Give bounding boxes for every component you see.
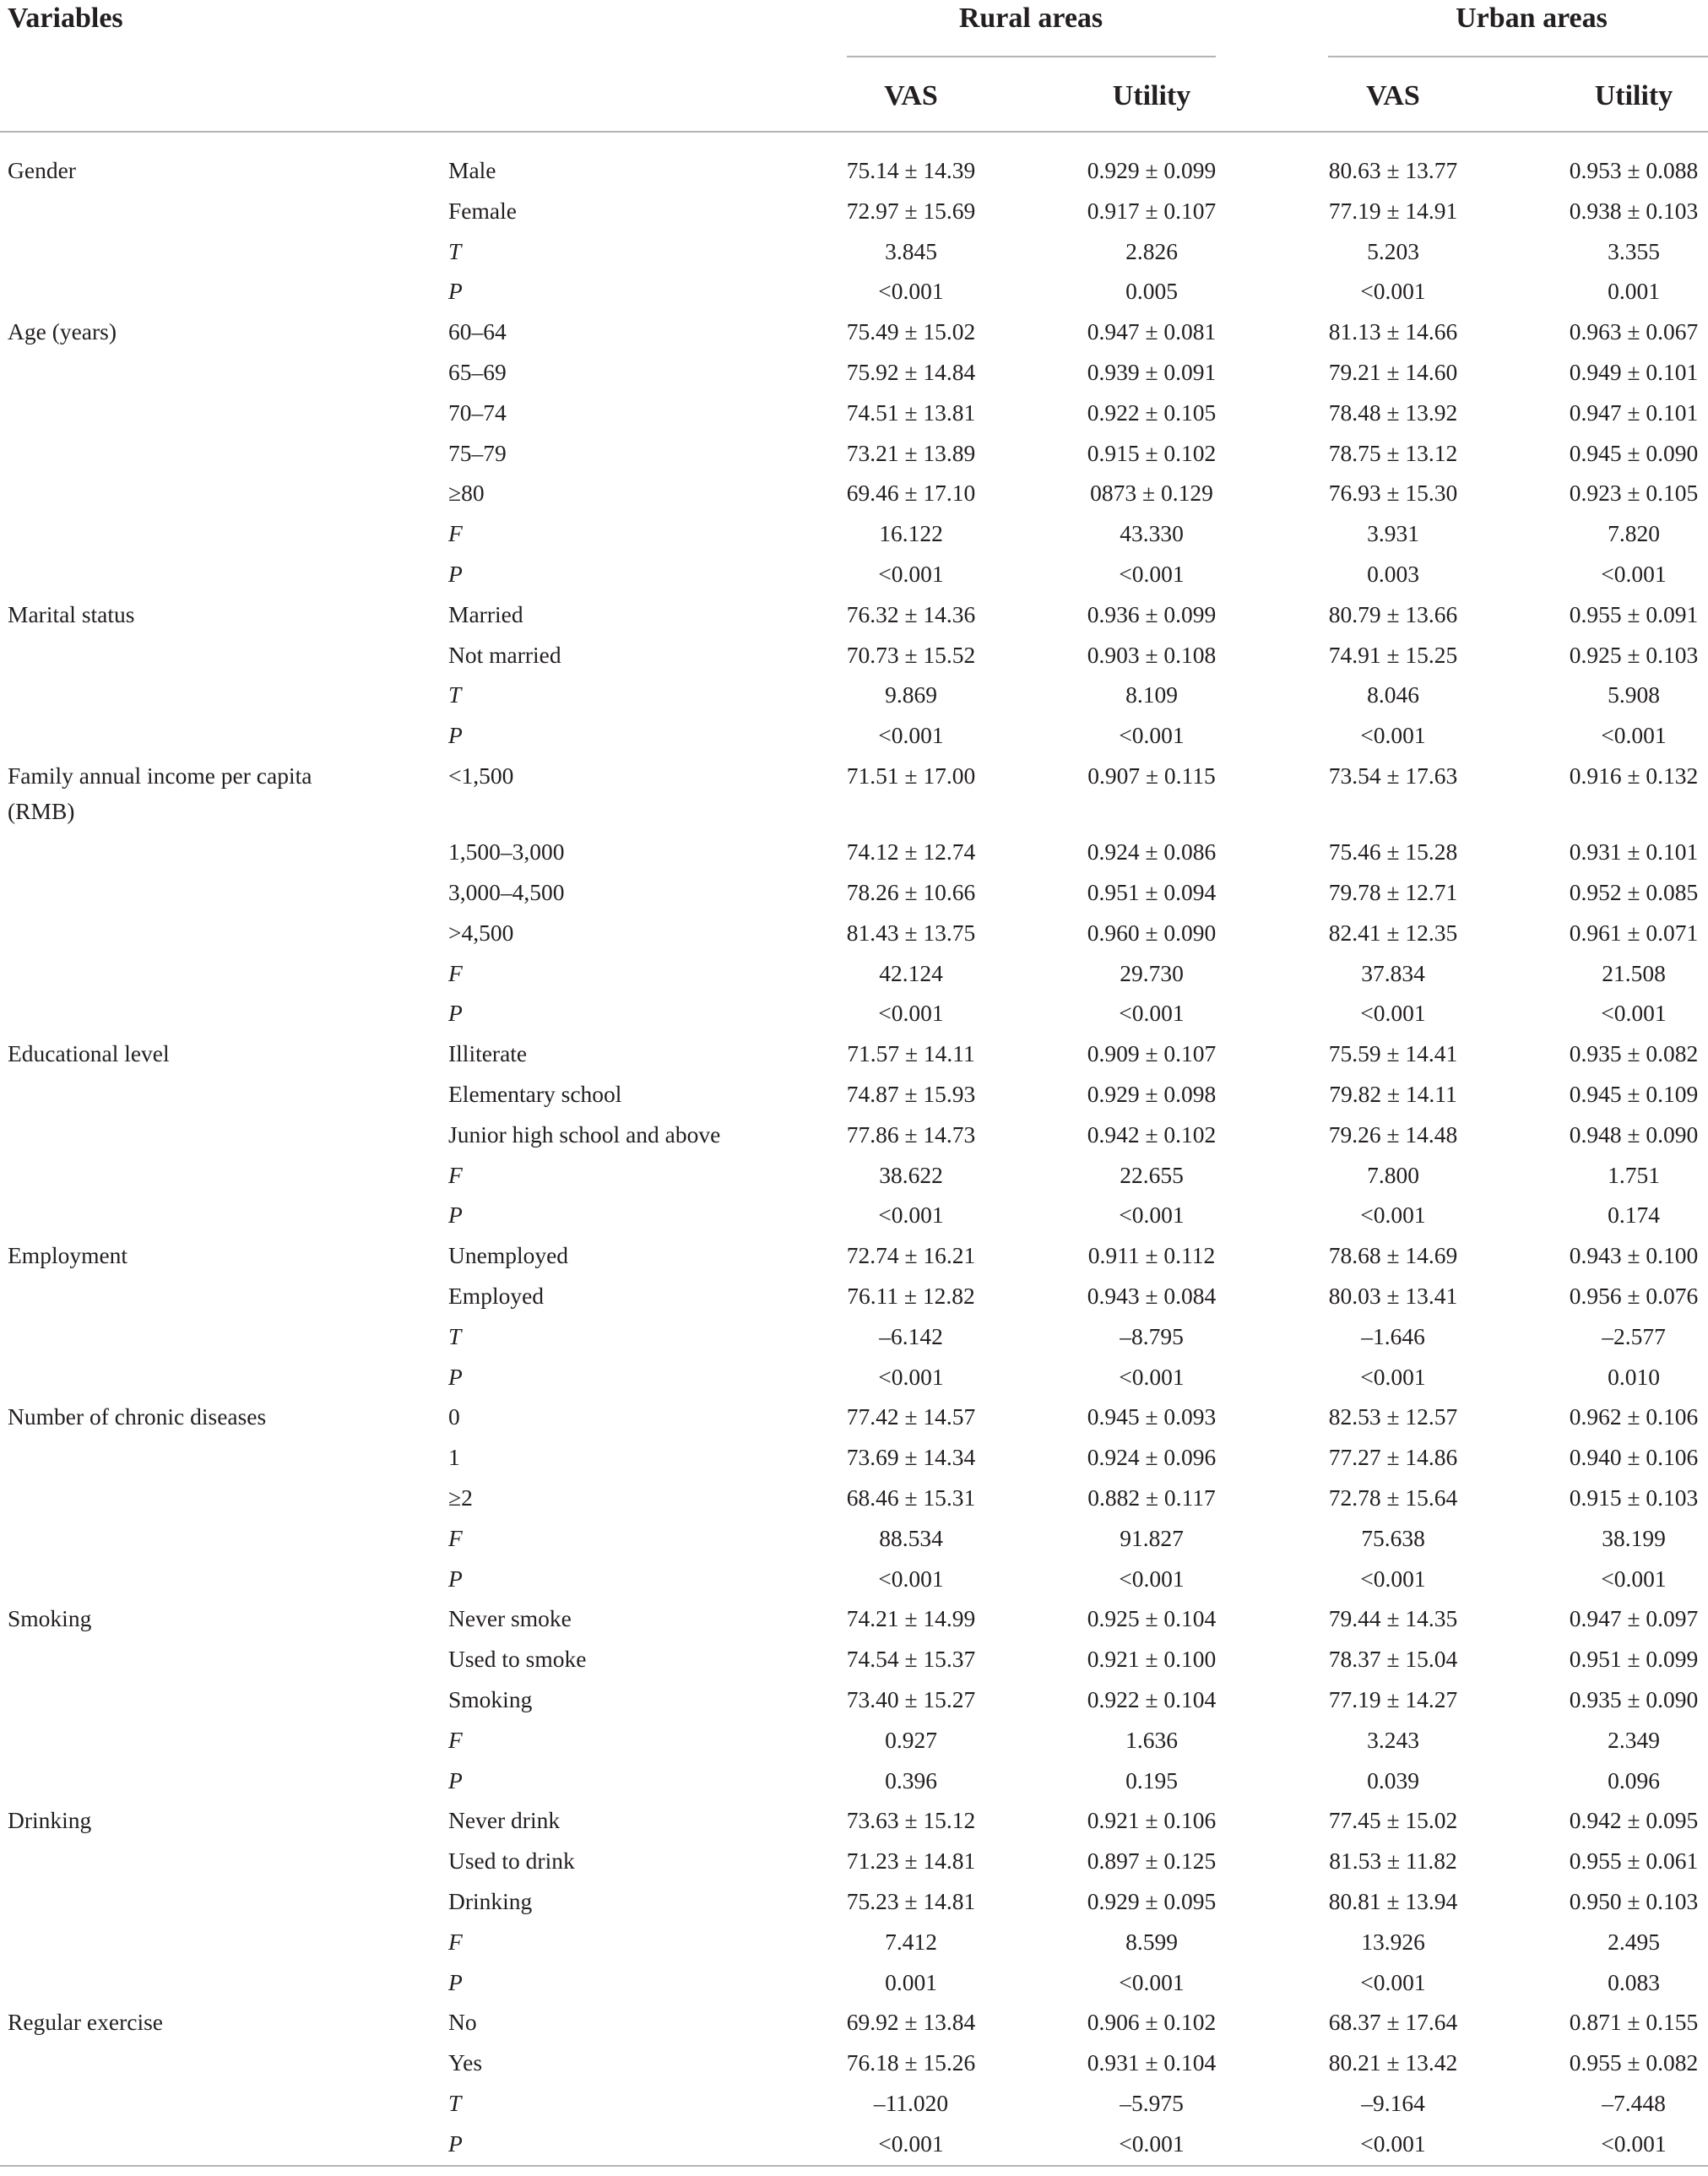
subgroup-label: Junior high school and above [448,1121,721,1148]
subgroup-label: Used to drink [448,1848,575,1875]
variable-label: Smoking [8,1605,92,1632]
rural-group-rule [847,56,1216,57]
rural-utility-cell: <0.001 [1119,1968,1185,1995]
rural-vas-cell: 38.622 [879,1161,943,1188]
header-rural-utility: Utility [1112,80,1191,111]
urban-vas-cell: 0.039 [1367,1766,1419,1793]
rural-utility-cell: 2.826 [1125,237,1178,264]
subgroup-label: F [448,1928,463,1955]
rural-vas-cell: 74.54 ± 15.37 [846,1646,976,1673]
subgroup-label: Not married [448,641,561,668]
rural-vas-cell: 73.69 ± 14.34 [846,1444,976,1471]
urban-vas-cell: <0.001 [1360,1968,1426,1995]
subgroup-label: P [448,1363,463,1390]
rural-vas-cell: <0.001 [878,722,944,749]
header-urban-vas: VAS [1366,80,1420,111]
rural-utility-cell: 0.907 ± 0.115 [1087,762,1216,789]
urban-vas-cell: 75.59 ± 14.41 [1328,1040,1458,1067]
urban-utility-cell: 0.942 ± 0.095 [1569,1807,1699,1834]
rural-utility-cell: 0.943 ± 0.084 [1087,1283,1217,1309]
subgroup-label: P [448,1000,463,1027]
urban-vas-cell: <0.001 [1360,1565,1426,1592]
urban-vas-cell: 77.45 ± 15.02 [1328,1807,1458,1834]
subgroup-label: Drinking [448,1888,533,1914]
rural-utility-cell: 0.929 ± 0.099 [1087,157,1217,183]
rural-vas-cell: 68.46 ± 15.31 [846,1484,976,1511]
subgroup-label: P [448,2130,463,2157]
rural-utility-cell: <0.001 [1119,722,1185,749]
rural-vas-cell: 71.51 ± 17.00 [846,762,976,789]
urban-utility-cell: 0.871 ± 0.155 [1569,2009,1699,2036]
urban-utility-cell: 21.508 [1602,959,1666,986]
rural-utility-cell: 0.929 ± 0.098 [1087,1081,1217,1107]
rural-vas-cell: 75.49 ± 15.02 [846,318,976,345]
subgroup-label: P [448,1968,463,1995]
urban-utility-cell: 0.943 ± 0.100 [1569,1242,1699,1269]
urban-group-rule [1328,56,1708,57]
subgroup-label: P [448,561,463,587]
subgroup-label: Male [448,157,496,183]
urban-utility-cell: 0.961 ± 0.071 [1569,919,1699,946]
subgroup-label: 1 [448,1444,460,1471]
rural-vas-cell: <0.001 [878,1363,944,1390]
subgroup-label: 75–79 [448,439,507,466]
urban-vas-cell: 80.81 ± 13.94 [1328,1888,1458,1914]
rural-utility-cell: 43.330 [1120,520,1184,547]
urban-vas-cell: <0.001 [1360,722,1426,749]
urban-vas-cell: 73.54 ± 17.63 [1328,762,1458,789]
rural-vas-cell: –6.142 [879,1322,943,1349]
urban-vas-cell: 79.44 ± 14.35 [1328,1605,1458,1632]
urban-vas-cell: 78.37 ± 15.04 [1328,1646,1458,1673]
urban-vas-cell: 80.63 ± 13.77 [1328,157,1458,183]
rural-utility-cell: 0.947 ± 0.081 [1087,318,1217,345]
rural-utility-cell: 29.730 [1120,959,1184,986]
variable-label: Drinking [8,1807,92,1834]
rural-vas-cell: 70.73 ± 15.52 [846,641,976,668]
rural-vas-cell: 76.32 ± 14.36 [846,600,976,627]
rural-vas-cell: 0.927 [885,1726,937,1753]
urban-vas-cell: <0.001 [1360,1000,1426,1027]
rural-vas-cell: 88.534 [879,1524,943,1551]
rural-vas-cell: <0.001 [878,1202,944,1229]
rural-vas-cell: 74.51 ± 13.81 [846,399,976,426]
subgroup-label: P [448,722,463,749]
urban-utility-cell: 0.083 [1608,1968,1660,1995]
urban-vas-cell: 81.13 ± 14.66 [1328,318,1458,345]
rural-utility-cell: <0.001 [1119,1363,1185,1390]
urban-vas-cell: 76.93 ± 15.30 [1328,480,1458,507]
urban-vas-cell: 7.800 [1367,1161,1419,1188]
urban-vas-cell: <0.001 [1360,278,1426,305]
urban-utility-cell: 7.820 [1608,520,1660,547]
rural-utility-cell: 0.917 ± 0.107 [1087,197,1217,224]
subgroup-label: Unemployed [448,1242,569,1269]
urban-vas-cell: 5.203 [1367,237,1419,264]
rural-utility-cell: 0.960 ± 0.090 [1087,919,1217,946]
urban-vas-cell: 72.78 ± 15.64 [1328,1484,1458,1511]
urban-utility-cell: 0.925 ± 0.103 [1569,641,1699,668]
urban-vas-cell: 13.926 [1361,1928,1425,1955]
urban-utility-cell: <0.001 [1601,561,1667,587]
urban-utility-cell: <0.001 [1601,1000,1667,1027]
subgroup-label: 1,500–3,000 [448,838,565,866]
subgroup-label: ≥2 [448,1484,473,1511]
urban-vas-cell: 0.003 [1367,561,1419,587]
subgroup-label: Elementary school [448,1081,622,1107]
urban-utility-cell: 1.751 [1608,1161,1660,1188]
subgroup-label: Employed [448,1283,545,1309]
subgroup-label: T [448,2090,462,2116]
rural-utility-cell: 0.903 ± 0.108 [1087,641,1217,668]
urban-vas-cell: 78.75 ± 13.12 [1328,439,1458,466]
rural-utility-cell: 1.636 [1125,1726,1178,1753]
variable-label: Marital status [8,600,135,627]
subgroup-label: T [448,1322,462,1349]
urban-vas-cell: 75.638 [1361,1524,1425,1551]
rural-utility-cell: <0.001 [1119,1000,1185,1027]
urban-vas-cell: 80.03 ± 13.41 [1328,1283,1458,1309]
urban-utility-cell: 0.915 ± 0.103 [1569,1484,1699,1511]
variable-label: Gender [8,157,76,183]
subgroup-label: P [448,278,463,305]
rural-vas-cell: 72.97 ± 15.69 [846,197,976,224]
urban-vas-cell: 75.46 ± 15.28 [1328,838,1458,866]
variable-label: Family annual income per capita [8,762,312,789]
urban-utility-cell: 0.945 ± 0.109 [1569,1081,1699,1107]
subgroup-label: Female [448,197,517,224]
urban-vas-cell: 79.82 ± 14.11 [1329,1081,1457,1107]
rural-vas-cell: 77.86 ± 14.73 [846,1121,976,1148]
subgroup-label: Used to smoke [448,1646,587,1673]
rural-utility-cell: 0.906 ± 0.102 [1087,2009,1217,2036]
rural-utility-cell: <0.001 [1119,1202,1185,1229]
rural-utility-cell: 0.931 ± 0.104 [1087,2049,1217,2076]
rural-utility-cell: 0.942 ± 0.102 [1087,1121,1217,1148]
urban-utility-cell: 0.963 ± 0.067 [1569,318,1699,345]
urban-utility-cell: 0.952 ± 0.085 [1569,879,1699,905]
subgroup-label: F [448,1726,463,1753]
urban-vas-cell: 3.243 [1367,1726,1419,1753]
rural-utility-cell: 0.925 ± 0.104 [1087,1605,1217,1632]
urban-utility-cell: 0.955 ± 0.091 [1569,600,1699,627]
table-bottom-rule [0,2165,1708,2167]
urban-utility-cell: –7.448 [1602,2090,1666,2116]
subgroup-label: 60–64 [448,318,507,345]
urban-vas-cell: 77.27 ± 14.86 [1328,1444,1458,1471]
variable-label: Number of chronic diseases [8,1403,267,1430]
subgroup-label: ≥80 [448,480,485,507]
rural-utility-cell: 0.924 ± 0.096 [1087,1444,1217,1471]
rural-utility-cell: 0.915 ± 0.102 [1087,439,1217,466]
header-urban-areas: Urban areas [1456,3,1608,34]
urban-vas-cell: 79.26 ± 14.48 [1328,1121,1458,1148]
header-urban-utility: Utility [1594,80,1673,111]
subgroup-label: 70–74 [448,399,507,426]
rural-vas-cell: 74.12 ± 12.74 [846,838,976,866]
rural-vas-cell: 16.122 [879,520,943,547]
subgroup-label: P [448,1766,463,1793]
urban-utility-cell: 0.935 ± 0.082 [1569,1040,1699,1067]
subgroup-label: >4,500 [448,919,514,946]
rural-utility-cell: –5.975 [1120,2090,1184,2116]
rural-utility-cell: 0.945 ± 0.093 [1087,1403,1217,1430]
subgroup-label: <1,500 [448,762,514,789]
rural-utility-cell: 91.827 [1120,1524,1184,1551]
subgroup-label: P [448,1565,463,1592]
urban-vas-cell: 78.48 ± 13.92 [1328,399,1458,426]
subgroup-label: T [448,681,462,708]
urban-vas-cell: 68.37 ± 17.64 [1328,2009,1458,2036]
rural-vas-cell: 0.001 [885,1968,937,1995]
rural-utility-cell: 0.911 ± 0.112 [1087,1242,1216,1269]
rural-vas-cell: 42.124 [879,959,943,986]
urban-utility-cell: 0.947 ± 0.097 [1569,1605,1699,1632]
rural-utility-cell: 0.936 ± 0.099 [1087,600,1217,627]
subgroup-label: P [448,1202,463,1229]
rural-vas-cell: 0.396 [885,1766,937,1793]
urban-utility-cell: 0.950 ± 0.103 [1569,1888,1699,1914]
subgroup-label: No [448,2009,477,2036]
rural-utility-cell: 0.951 ± 0.094 [1087,879,1217,905]
urban-utility-cell: 0.096 [1608,1766,1660,1793]
urban-utility-cell: 0.935 ± 0.090 [1569,1686,1699,1712]
rural-vas-cell: 81.43 ± 13.75 [846,919,976,946]
urban-utility-cell: 0.923 ± 0.105 [1569,480,1699,507]
subgroup-label: Yes [448,2049,483,2076]
subgroup-label: F [448,520,463,547]
urban-utility-cell: 0.931 ± 0.101 [1569,838,1699,866]
urban-utility-cell: 3.355 [1608,237,1660,264]
variable-label: Employment [8,1242,128,1269]
urban-utility-cell: 0.951 ± 0.099 [1569,1646,1699,1673]
urban-vas-cell: 74.91 ± 15.25 [1328,641,1458,668]
urban-vas-cell: 8.046 [1367,681,1419,708]
urban-utility-cell: 0.955 ± 0.061 [1569,1848,1699,1875]
urban-vas-cell: <0.001 [1360,2130,1426,2157]
header-rural-vas: VAS [884,80,938,111]
urban-vas-cell: 3.931 [1367,520,1419,547]
variable-label: Age (years) [8,318,117,345]
rural-vas-cell: <0.001 [878,278,944,305]
rural-utility-cell: 8.599 [1125,1928,1178,1955]
rural-utility-cell: 0.897 ± 0.125 [1087,1848,1217,1875]
urban-utility-cell: 0.010 [1608,1363,1660,1390]
urban-vas-cell: 77.19 ± 14.91 [1328,197,1458,224]
rural-vas-cell: 9.869 [885,681,937,708]
urban-vas-cell: 78.68 ± 14.69 [1328,1242,1458,1269]
header-rural-areas: Rural areas [958,3,1103,34]
urban-vas-cell: –9.164 [1361,2090,1425,2116]
subgroup-label: Married [448,600,523,627]
urban-vas-cell: 80.79 ± 13.66 [1328,600,1458,627]
urban-vas-cell: <0.001 [1360,1202,1426,1229]
rural-vas-cell: 7.412 [885,1928,937,1955]
rural-utility-cell: 0.195 [1125,1766,1178,1793]
rural-utility-cell: 0.005 [1125,278,1178,305]
urban-utility-cell: 0.955 ± 0.082 [1569,2049,1699,2076]
rural-vas-cell: <0.001 [878,1565,944,1592]
subgroup-label: 65–69 [448,359,507,385]
rural-utility-cell: <0.001 [1119,561,1185,587]
urban-utility-cell: 0.956 ± 0.076 [1569,1283,1699,1309]
rural-vas-cell: 75.92 ± 14.84 [846,359,976,385]
rural-vas-cell: 73.63 ± 15.12 [846,1807,976,1834]
rural-vas-cell: 69.92 ± 13.84 [846,2009,976,2036]
urban-utility-cell: 0.916 ± 0.132 [1569,762,1699,789]
urban-utility-cell: 0.953 ± 0.088 [1569,157,1699,183]
urban-utility-cell: <0.001 [1601,1565,1667,1592]
rural-vas-cell: 74.21 ± 14.99 [846,1605,976,1632]
rural-vas-cell: 73.40 ± 15.27 [846,1686,976,1712]
rural-utility-cell: 0.882 ± 0.117 [1087,1484,1216,1511]
subgroup-label: 3,000–4,500 [448,879,565,905]
urban-vas-cell: 80.21 ± 13.42 [1328,2049,1458,2076]
variable-label: Regular exercise [8,2009,164,2036]
rural-utility-cell: <0.001 [1119,1565,1185,1592]
rural-utility-cell: 0.921 ± 0.106 [1087,1807,1217,1834]
header-bottom-rule [0,131,1708,133]
urban-utility-cell: –2.577 [1602,1322,1666,1349]
rural-vas-cell: 75.23 ± 14.81 [846,1888,976,1914]
urban-vas-cell: 81.53 ± 11.82 [1329,1848,1457,1875]
variable-label-continued: (RMB) [8,798,75,824]
urban-utility-cell: <0.001 [1601,722,1667,749]
rural-utility-cell: –8.795 [1120,1322,1184,1349]
rural-utility-cell: 8.109 [1125,681,1178,708]
rural-utility-cell: 0.922 ± 0.105 [1087,399,1217,426]
rural-utility-cell: 0.921 ± 0.100 [1087,1646,1217,1673]
urban-utility-cell: 0.949 ± 0.101 [1569,359,1699,385]
rural-vas-cell: 78.26 ± 10.66 [846,879,976,905]
subgroup-label: F [448,959,463,986]
subgroup-label: Never drink [448,1807,561,1834]
urban-vas-cell: –1.646 [1361,1322,1425,1349]
urban-utility-cell: 0.947 ± 0.101 [1569,399,1699,426]
rural-vas-cell: <0.001 [878,2130,944,2157]
rural-vas-cell: 75.14 ± 14.39 [846,157,976,183]
urban-utility-cell: 2.495 [1608,1928,1660,1955]
rural-utility-cell: 0.922 ± 0.104 [1087,1686,1217,1712]
rural-vas-cell: <0.001 [878,561,944,587]
urban-utility-cell: 38.199 [1602,1524,1666,1551]
subgroup-label: F [448,1524,463,1551]
urban-utility-cell: 5.908 [1608,681,1660,708]
urban-utility-cell: 0.938 ± 0.103 [1569,197,1699,224]
subgroup-label: Never smoke [448,1605,572,1632]
rural-vas-cell: 71.23 ± 14.81 [846,1848,976,1875]
rural-vas-cell: –11.020 [873,2090,949,2116]
urban-vas-cell: <0.001 [1360,1363,1426,1390]
rural-utility-cell: 0.924 ± 0.086 [1087,838,1217,866]
subgroup-label: F [448,1161,463,1188]
urban-utility-cell: 0.962 ± 0.106 [1569,1403,1699,1430]
rural-utility-cell: 0.939 ± 0.091 [1087,359,1217,385]
urban-utility-cell: 0.001 [1608,278,1660,305]
urban-vas-cell: 79.78 ± 12.71 [1328,879,1458,905]
rural-vas-cell: 3.845 [885,237,937,264]
rural-utility-cell: <0.001 [1119,2130,1185,2157]
subgroup-label: Illiterate [448,1040,528,1067]
rural-vas-cell: 72.74 ± 16.21 [846,1242,976,1269]
variable-label: Educational level [8,1040,170,1067]
rural-vas-cell: 76.11 ± 12.82 [847,1283,975,1309]
urban-vas-cell: 37.834 [1361,959,1425,986]
rural-vas-cell: <0.001 [878,1000,944,1027]
urban-vas-cell: 82.41 ± 12.35 [1328,919,1458,946]
rural-vas-cell: 77.42 ± 14.57 [846,1403,976,1430]
urban-utility-cell: 0.948 ± 0.090 [1569,1121,1699,1148]
rural-vas-cell: 76.18 ± 15.26 [846,2049,976,2076]
urban-utility-cell: <0.001 [1601,2130,1667,2157]
urban-utility-cell: 0.174 [1608,1202,1660,1229]
rural-utility-cell: 22.655 [1120,1161,1184,1188]
urban-vas-cell: 77.19 ± 14.27 [1328,1686,1458,1712]
urban-utility-cell: 0.940 ± 0.106 [1569,1444,1699,1471]
urban-utility-cell: 2.349 [1608,1726,1660,1753]
subgroup-label: T [448,237,462,264]
rural-utility-cell: 0.929 ± 0.095 [1087,1888,1217,1914]
urban-utility-cell: 0.945 ± 0.090 [1569,439,1699,466]
rural-vas-cell: 69.46 ± 17.10 [846,480,976,507]
rural-vas-cell: 71.57 ± 14.11 [847,1040,975,1067]
subgroup-label: 0 [448,1403,460,1430]
rural-vas-cell: 73.21 ± 13.89 [846,439,976,466]
urban-vas-cell: 82.53 ± 12.57 [1328,1403,1458,1430]
rural-utility-cell: 0873 ± 0.129 [1090,480,1213,507]
rural-utility-cell: 0.909 ± 0.107 [1087,1040,1217,1067]
urban-vas-cell: 79.21 ± 14.60 [1328,359,1458,385]
header-variables: Variables [8,3,123,34]
subgroup-label: Smoking [448,1686,533,1712]
rural-vas-cell: 74.87 ± 15.93 [846,1081,976,1107]
